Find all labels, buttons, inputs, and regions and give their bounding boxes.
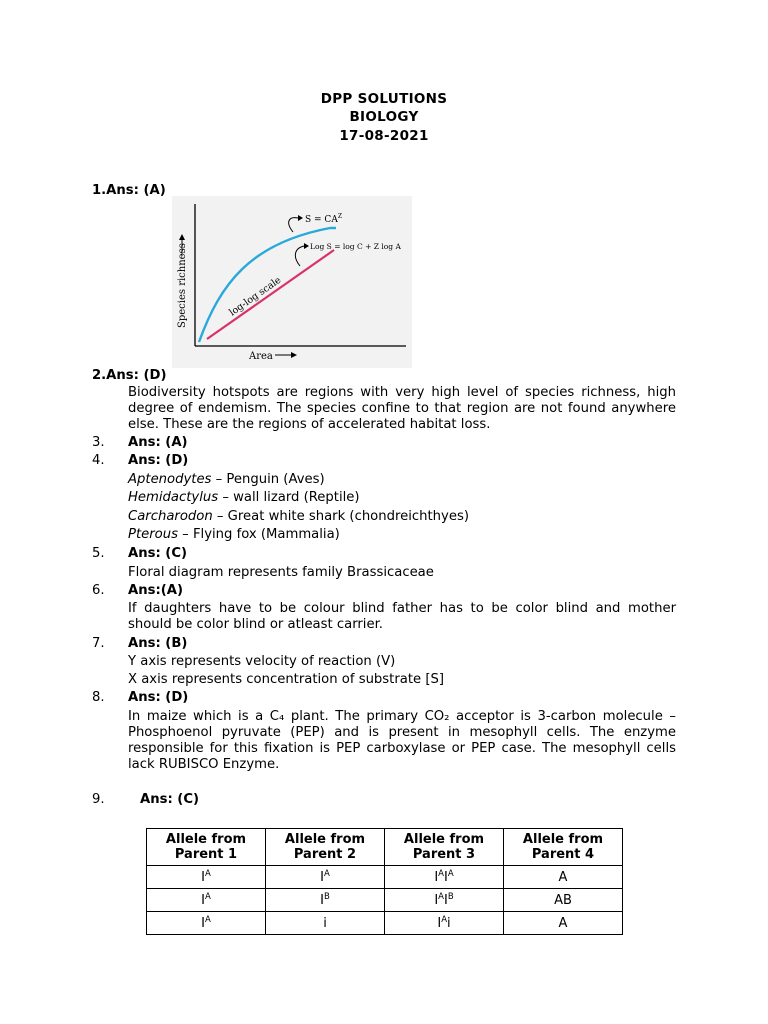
species-area-graph [172, 196, 412, 368]
q6-explanation: If daughters have to be colour blind father has to be color blind and mother should be color blind or atleast carrier. [128, 601, 676, 632]
axis-arrowhead-icon [179, 234, 185, 240]
genus-description: – Flying fox (Mammalia) [177, 527, 340, 542]
table-cell [147, 866, 266, 889]
table-cell [504, 889, 623, 912]
table-cell [504, 866, 623, 889]
table-row [147, 866, 623, 889]
allele-table [146, 828, 623, 935]
allele-symbol: I [443, 892, 448, 908]
arrowhead-icon [304, 243, 309, 249]
allele-superscript: A [324, 868, 330, 879]
log-equation-label: Log S = log C + Z log A [310, 242, 401, 251]
allele-symbol: I [434, 892, 439, 908]
q7-explanation-x: X axis represents concentration of substrate [S] [128, 672, 444, 687]
allele-symbol: I [201, 915, 205, 931]
allele-symbol: I [444, 869, 448, 885]
table-cell [266, 889, 385, 912]
column-header: Allele from Parent 4 [504, 829, 623, 866]
table-row [147, 912, 623, 935]
table-cell [385, 889, 504, 912]
table-cell [266, 866, 385, 889]
q5-number: 5. [92, 546, 105, 561]
genus-description: – Great white shark (chondreichthyes) [212, 509, 469, 524]
allele-symbol: I [434, 869, 439, 885]
species-area-graph-svg [172, 196, 412, 368]
table-cell [266, 912, 385, 935]
q9-number: 9. [92, 792, 105, 807]
allele-superscript: A [438, 891, 444, 902]
q4-item [128, 472, 325, 488]
curve-equation-label [305, 213, 342, 225]
document-date: 17-08-2021 [339, 128, 429, 144]
q6-answer: Ans:(A) [128, 583, 183, 598]
q5-explanation: Floral diagram represents family Brassicaceae [128, 565, 434, 580]
q3-answer: Ans: (A) [128, 435, 188, 450]
allele-superscript: A [205, 914, 211, 925]
genus-description: – Penguin (Aves) [211, 472, 325, 487]
allele-superscript: A [441, 914, 448, 925]
q4-item [128, 527, 340, 543]
allele-superscript: A [438, 868, 444, 879]
allele-superscript: A [205, 891, 211, 902]
blood-group: A [558, 869, 568, 885]
allele-symbol: I [201, 892, 205, 908]
table-row [147, 889, 623, 912]
genus-name: Pterous [128, 527, 178, 542]
table-header-row [147, 829, 623, 866]
allele-symbol: i [447, 915, 451, 931]
document-title: DPP SOLUTIONS [320, 91, 448, 107]
q4-item [128, 490, 360, 506]
allele-symbol: I [320, 892, 324, 908]
y-axis-label: Species richness [177, 243, 188, 328]
document-subject: BIOLOGY [349, 109, 419, 125]
q4-number: 4. [92, 453, 105, 468]
log-log-scale-label: log-log scale [227, 274, 284, 319]
column-header: Allele from Parent 2 [266, 829, 385, 866]
q6-number: 6. [92, 583, 105, 598]
allele-superscript: B [324, 891, 330, 902]
curved-arrow-icon [289, 218, 298, 232]
q4-answer: Ans: (D) [128, 453, 189, 468]
allele-symbol: i [323, 915, 327, 931]
allele-superscript: A [447, 868, 454, 879]
q3-number: 3. [92, 435, 105, 450]
table-cell [385, 866, 504, 889]
blood-group: A [558, 915, 568, 931]
curve-equation-base: S = CA [305, 215, 338, 225]
q7-explanation-y: Y axis represents velocity of reaction (V) [128, 654, 396, 669]
q7-answer: Ans: (B) [128, 636, 188, 651]
x-axis-label: Area [249, 351, 273, 362]
q2-explanation: Biodiversity hotspots are regions with very high level of species richness, high degree of endemism. The species confine to that region are not found anywhere else. These are the regions of accelerated habitat loss. [128, 385, 676, 432]
q7-number: 7. [92, 636, 105, 651]
q5-answer: Ans: (C) [128, 546, 188, 561]
q8-number: 8. [92, 690, 105, 705]
allele-symbol: I [320, 869, 324, 885]
table-cell [147, 889, 266, 912]
table-cell [147, 912, 266, 935]
allele-superscript: A [205, 868, 211, 879]
log-log-line [207, 250, 334, 339]
curve-equation-exponent: Z [337, 213, 342, 220]
arrowhead-icon [298, 215, 303, 221]
column-header: Allele from Parent 1 [147, 829, 266, 866]
blood-group: AB [554, 892, 572, 908]
genus-description: – wall lizard (Reptile) [218, 490, 360, 505]
axis-arrowhead-icon [291, 352, 297, 358]
table-cell [504, 912, 623, 935]
allele-symbol: I [201, 869, 205, 885]
genus-name: Hemidactylus [128, 490, 219, 505]
q1-answer: 1.Ans: (A) [92, 183, 166, 198]
column-header: Allele from Parent 3 [385, 829, 504, 866]
q4-item [128, 509, 469, 525]
genus-name: Aptenodytes [128, 472, 212, 487]
curved-arrow-icon [295, 246, 304, 266]
allele-superscript: B [447, 891, 454, 902]
genus-name: Carcharodon [128, 509, 213, 524]
q9-answer: Ans: (C) [140, 792, 200, 807]
table-cell [385, 912, 504, 935]
q2-answer: 2.Ans: (D) [92, 368, 167, 383]
q8-answer: Ans: (D) [128, 690, 189, 705]
q8-explanation: In maize which is a C₄ plant. The primary CO₂ acceptor is 3-carbon molecule – Phosphoenol pyruvate (PEP) and is present in mesophyll cells. The enzyme responsible for this fixation is PEP carboxylase or PEP case. The mesophyll cells lack RUBISCO Enzyme. [128, 709, 676, 772]
allele-symbol: I [437, 915, 442, 931]
